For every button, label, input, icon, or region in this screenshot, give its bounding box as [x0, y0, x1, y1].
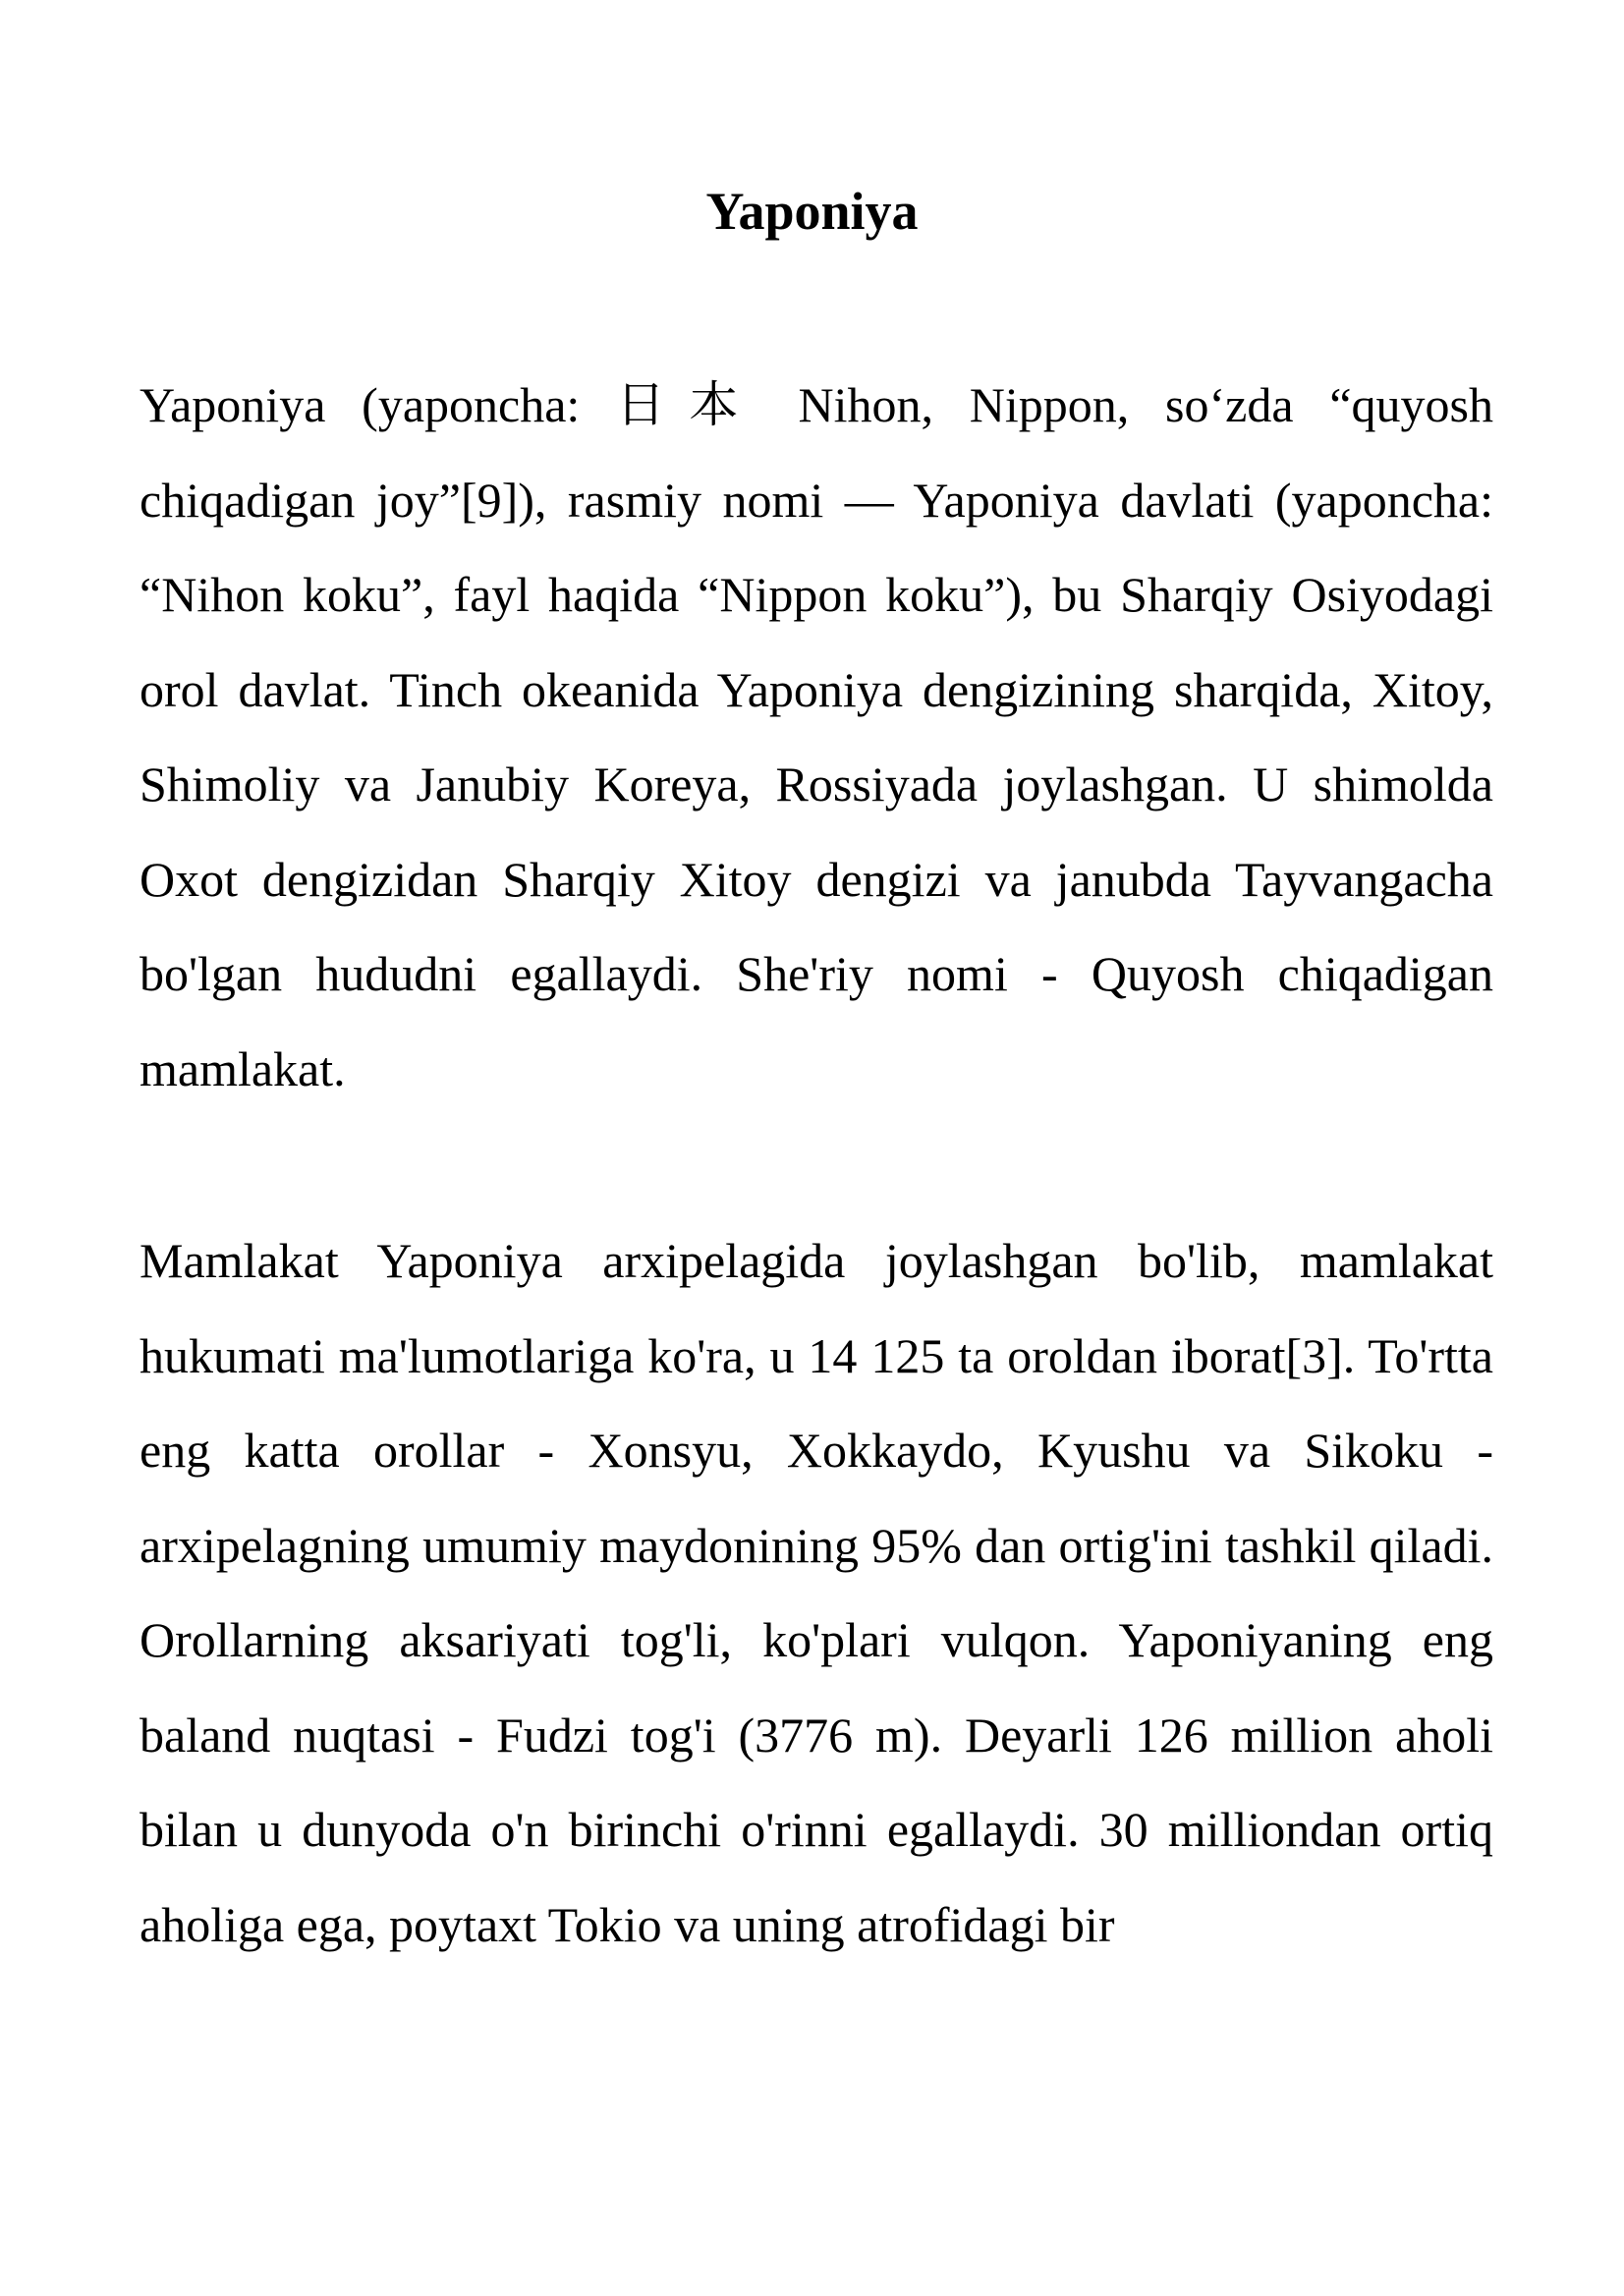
paragraph-intro: Yaponiya (yaponcha: 日本 Nihon, Nippon, so‘zda “quyosh chiqadigan joy”[9]), rasmiy nomi — Yaponiya davlati (yaponcha: “Nihon koku”, fayl haqida “Nippon koku”), bu Sharqiy Osiyodagi orol davlat. Tinch okeanida Yaponiya dengizining sharqida, Xitoy, Shimoliy va Janubiy Koreya, Rossiyada joylashgan. U shimolda Oxot dengizidan Sharqiy Xitoy dengizi va janubda Tayvangacha bo'lgan hududni egallaydi. She'riy nomi - Quyosh chiqadigan mamlakat. [140, 377, 1493, 1096]
page-title: Yaponiya [705, 182, 919, 241]
paragraph-geography: Mamlakat Yaponiya arxipelagida joylashgan bo'lib, mamlakat hukumati ma'lumotlariga ko'ra, u 14 125 ta oroldan iborat[3]. To'rtta eng katta orollar - Xonsyu, Xokkaydo, Kyushu va Sikoku - arxipelagning umumiy maydonining 95% dan ortig'ini tashkil qiladi. Orollarning aksariyati tog'li, ko'plari vulqon. Yaponiyaning eng baland nuqtasi - Fudzi tog'i (3776 m). Deyarli 126 million aholi bilan u dunyoda o'n birinchi o'rinni egallaydi. 30 milliondan ortiq aholiga ega, poytaxt Tokio va uning atrofidagi bir [140, 1233, 1493, 1952]
